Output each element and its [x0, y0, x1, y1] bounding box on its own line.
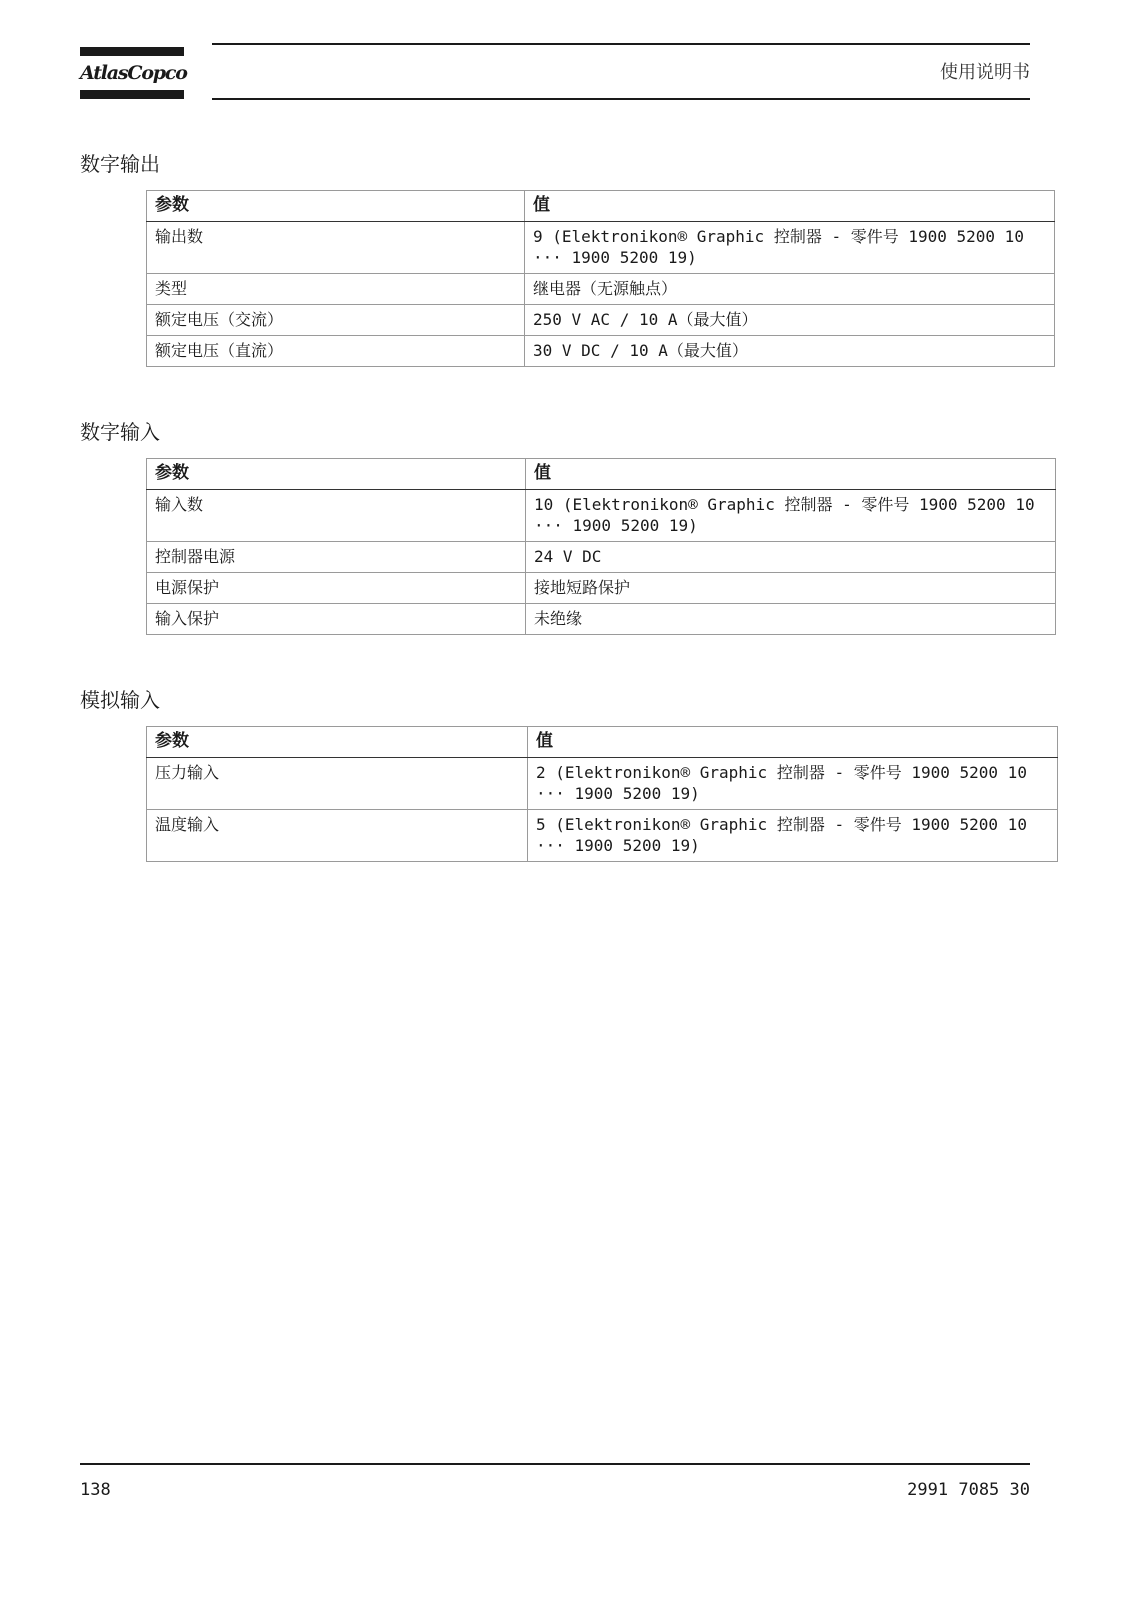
table-row	[147, 490, 1056, 542]
table-row	[147, 222, 1055, 274]
param-cell: 压力输入	[147, 758, 528, 810]
section-title-digital-inputs: 数字输入	[80, 420, 160, 444]
logo-text: AtlasCopco	[80, 62, 187, 84]
table-row	[147, 758, 1058, 810]
param-cell: 温度输入	[147, 810, 528, 862]
param-cell: 输入数	[147, 490, 526, 542]
table-row	[147, 604, 1056, 635]
table-row	[147, 274, 1055, 305]
table-header-row	[147, 459, 1056, 490]
value-cell: 接地短路保护	[526, 573, 1056, 604]
logo-bar-bottom	[80, 90, 184, 99]
table-row	[147, 573, 1056, 604]
column-header-value: 值	[526, 459, 1056, 490]
logo-bar-top	[80, 47, 184, 56]
table-row	[147, 336, 1055, 367]
header-rule-top	[212, 43, 1030, 45]
value-cell: 250 V AC / 10 A（最大值）	[525, 305, 1055, 336]
table-header-row	[147, 727, 1058, 758]
param-cell: 控制器电源	[147, 542, 526, 573]
column-header-param: 参数	[147, 459, 526, 490]
param-cell: 电源保护	[147, 573, 526, 604]
digital-inputs-table	[146, 458, 1056, 635]
value-cell: 9 (Elektronikon® Graphic 控制器 - 零件号 1900 5200 10 ··· 1900 5200 19)	[525, 222, 1055, 274]
section-title-digital-outputs: 数字输出	[80, 152, 160, 176]
document-number: 2991 7085 30	[907, 1480, 1030, 1500]
header-rule-bottom	[212, 98, 1030, 100]
value-cell: 2 (Elektronikon® Graphic 控制器 - 零件号 1900 5200 10 ··· 1900 5200 19)	[528, 758, 1058, 810]
value-cell: 30 V DC / 10 A（最大值）	[525, 336, 1055, 367]
table-row	[147, 810, 1058, 862]
column-header-param: 参数	[147, 727, 528, 758]
footer-rule	[80, 1463, 1030, 1465]
page-number: 138	[80, 1480, 111, 1500]
atlas-copco-logo	[80, 47, 187, 100]
value-cell: 继电器（无源触点）	[525, 274, 1055, 305]
param-cell: 输出数	[147, 222, 525, 274]
digital-outputs-table	[146, 190, 1055, 367]
param-cell: 额定电压（交流）	[147, 305, 525, 336]
column-header-param: 参数	[147, 191, 525, 222]
table-row	[147, 305, 1055, 336]
value-cell: 未绝缘	[526, 604, 1056, 635]
section-title-analog-inputs: 模拟输入	[80, 688, 160, 712]
table-header-row	[147, 191, 1055, 222]
value-cell: 5 (Elektronikon® Graphic 控制器 - 零件号 1900 5200 10 ··· 1900 5200 19)	[528, 810, 1058, 862]
param-cell: 输入保护	[147, 604, 526, 635]
analog-inputs-table	[146, 726, 1058, 862]
document-title: 使用说明书	[940, 62, 1030, 83]
param-cell: 额定电压（直流）	[147, 336, 525, 367]
value-cell: 10 (Elektronikon® Graphic 控制器 - 零件号 1900 5200 10 ··· 1900 5200 19)	[526, 490, 1056, 542]
param-cell: 类型	[147, 274, 525, 305]
table-row	[147, 542, 1056, 573]
column-header-value: 值	[525, 191, 1055, 222]
value-cell: 24 V DC	[526, 542, 1056, 573]
column-header-value: 值	[528, 727, 1058, 758]
